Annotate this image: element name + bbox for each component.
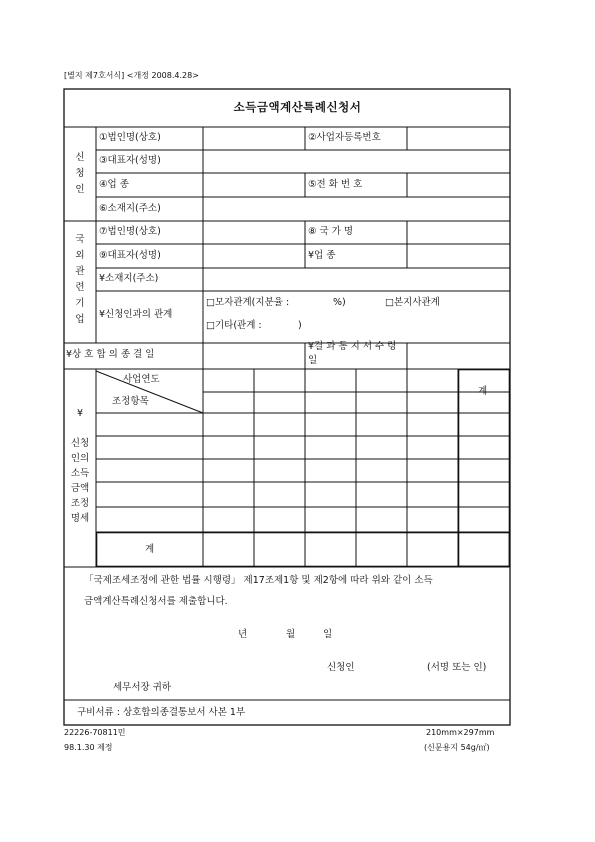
- notice-received-label: ¥결 과 통 지 서 수 령: [308, 341, 397, 352]
- relation-parent-pct: %): [333, 297, 346, 308]
- relation-parent-checkbox[interactable]: □모자관계(지분율 :: [206, 297, 290, 308]
- applicant-sign-label: 신청인: [327, 662, 355, 673]
- foreign-section-label: 국 외 관 련 기 업: [75, 234, 85, 325]
- item-header: 조정항목: [112, 396, 149, 407]
- adjustment-section-label: ¥ 신청 인의 소득 금액 조정 명세: [70, 408, 90, 524]
- foreign-corp-name-label: ⑦법인명(상호): [99, 226, 161, 237]
- applicant-phone-label: ⑤전 화 번 호: [308, 179, 363, 190]
- date-day: 일: [323, 629, 333, 640]
- total-column-header: 계: [478, 386, 488, 397]
- form-number: [별지 제7호서식] <개정 2008.4.28>: [64, 71, 199, 80]
- applicant-biz-reg-no-label: ②사업자등록번호: [308, 132, 381, 143]
- notice-received-label-2: 일: [308, 355, 318, 366]
- date-year: 년: [238, 629, 248, 640]
- addressee: 세무서장 귀하: [113, 682, 172, 693]
- applicant-address-label: ⑥소재지(주소): [99, 203, 161, 214]
- relation-branch-checkbox[interactable]: □본지사관계: [385, 297, 440, 308]
- sign-or-seal: (서명 또는 인): [427, 662, 487, 673]
- foreign-address-label: ¥소재지(주소): [99, 273, 159, 284]
- applicant-section-label: 신 청 인: [75, 152, 85, 195]
- total-row-label: 계: [145, 544, 155, 555]
- footer-code: 22226-70811민: [64, 728, 126, 737]
- relation-other-checkbox[interactable]: □기타(관계 :: [206, 320, 262, 331]
- foreign-business-type-label: ¥업 종: [308, 250, 336, 261]
- foreign-representative-label: ⑨대표자(성명): [99, 250, 161, 261]
- attachment-note: 구비서류 : 상호합의종결통보서 사본 1부: [77, 707, 246, 718]
- agreement-date-label: ¥상 호 합 의 종 결 일: [66, 349, 155, 360]
- applicant-corp-name-label: ①법인명(상호): [99, 132, 161, 143]
- statement-line-1: 「국제조세조정에 관한 법률 시행령」 제17조제1항 및 제2항에 따라 위와 같이 소득: [84, 575, 433, 586]
- foreign-country-label: ⑧ 국 가 명: [308, 226, 354, 237]
- statement-line-2: 금액계산특례신청서를 제출합니다.: [84, 596, 228, 607]
- footer-paper: (신문용지 54g/㎡): [424, 743, 490, 752]
- footer-date: 98.1.30 제정: [64, 743, 113, 752]
- applicant-representative-label: ③대표자(성명): [99, 155, 161, 166]
- year-header: 사업연도: [123, 374, 160, 385]
- relation-other-close: ): [298, 320, 302, 331]
- foreign-relation-label: ¥신청인과의 관계: [99, 309, 173, 320]
- page-title: 소득금액계산특례신청서: [233, 100, 362, 114]
- applicant-business-type-label: ④업 종: [99, 179, 129, 190]
- footer-size: 210mm×297mm: [426, 728, 495, 737]
- date-month: 월: [286, 629, 296, 640]
